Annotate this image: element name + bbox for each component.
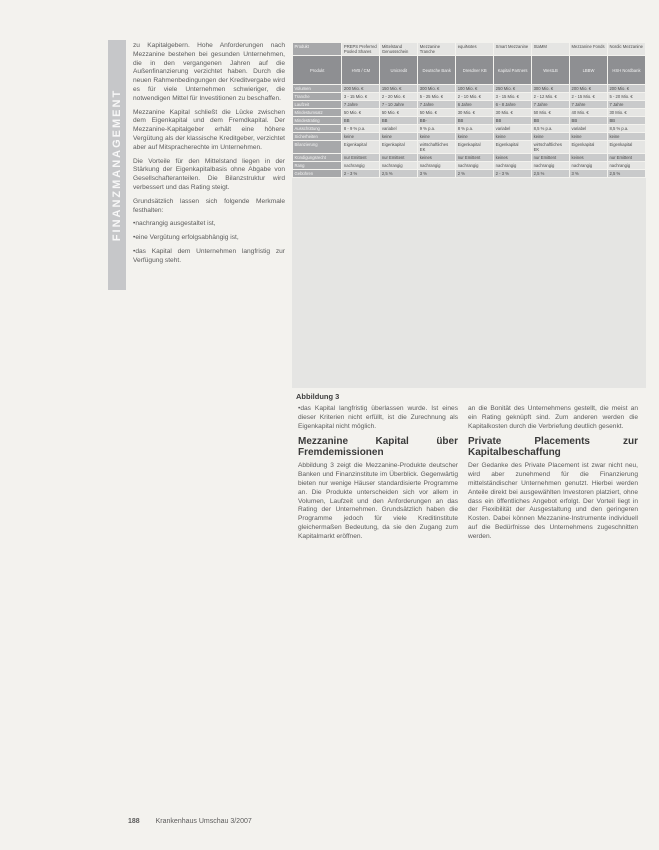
- table-cell: 2 %: [456, 170, 494, 178]
- table-cell: 7 Jahre: [532, 101, 570, 109]
- section-tab: [108, 40, 126, 290]
- table-cell: variabel: [380, 125, 418, 133]
- table-row: [293, 154, 646, 162]
- table-cell: 2 - 12 Mio. €: [532, 93, 570, 101]
- table-cell: 7 Jahre: [570, 101, 608, 109]
- table-cell: 7 Jahre: [418, 101, 456, 109]
- column-header: Deutsche Bank: [418, 56, 456, 85]
- table-cell: 2 - 3 %: [494, 170, 532, 178]
- table-cell: 100 Mio. €: [456, 85, 494, 93]
- section-heading: Mezzanine Kapital über Fremdemissionen: [298, 436, 458, 459]
- row-header: Gebühren: [293, 170, 342, 178]
- table-cell: 2,5 %: [607, 170, 645, 178]
- table-cell: BB: [456, 117, 494, 125]
- table-cell: nachrangig: [418, 162, 456, 170]
- table-cell: 5 - 20 Mio. €: [607, 93, 645, 101]
- table-cell: 2 - 3 %: [342, 170, 380, 178]
- table-cell: Eigenkapital: [570, 141, 608, 154]
- table-cell: nur Emittent: [532, 154, 570, 162]
- table-cell: BB: [380, 117, 418, 125]
- table-cell: keine: [532, 133, 570, 141]
- table-cell: nur Emittent: [456, 154, 494, 162]
- row-header: Tranche: [293, 93, 342, 101]
- table-cell: 3 %: [570, 170, 608, 178]
- table-cell: 150 Mio. €: [380, 85, 418, 93]
- table-cell: keines: [494, 154, 532, 162]
- table-cell: 8 - 9 % p.a.: [342, 125, 380, 133]
- table-cell: BB: [494, 117, 532, 125]
- table-cell: 5 - 25 Mio. €: [418, 93, 456, 101]
- table-cell: wirtschaftliches EK: [418, 141, 456, 154]
- table-cell: 30 Mio. €: [607, 109, 645, 117]
- table-cell: keines: [418, 154, 456, 162]
- text-column-3: [468, 405, 638, 810]
- table-body: [293, 85, 646, 178]
- table-cell: 250 Mio. €: [494, 85, 532, 93]
- column-header: WestLB: [532, 56, 570, 85]
- column-header: LBBW: [570, 56, 608, 85]
- table-cell: keine: [607, 133, 645, 141]
- table-cell: 2,5 %: [380, 170, 418, 178]
- paragraph: zu Kapitalgebern. Hohe Anforderungen nach Mezzanine bestehen bei gesunden Unternehmen, die in den vergangenen Jahren auf die Außenfinanzierung verzichtet haben. Durch die neuen Rahmenbedingungen der Kreditvergabe wird es für viele Unternehmen schwieriger, die notwendigen Mittel für Investitionen zu beschaffen.: [133, 42, 285, 102]
- bullet-item: • eine Vergütung erfolgsabhängig ist,: [133, 234, 285, 243]
- table-cell: nur Emittent: [380, 154, 418, 162]
- column-header: Dresdner KB: [456, 56, 494, 85]
- table-cell: 200 Mio. €: [342, 85, 380, 93]
- table-cell: nur Emittent: [342, 154, 380, 162]
- table-cell: 50 Mio. €: [342, 109, 380, 117]
- table-cell: 50 Mio. €: [418, 109, 456, 117]
- table-cell: keine: [570, 133, 608, 141]
- journal-name: Krankenhaus Umschau 3/2007: [155, 818, 252, 825]
- table-row: [293, 162, 646, 170]
- table-header-row: [293, 56, 646, 85]
- table-cell: keine: [456, 133, 494, 141]
- row-header: Mindestrating: [293, 117, 342, 125]
- table-row: [293, 133, 646, 141]
- table-cell: Eigenkapital: [607, 141, 645, 154]
- table-cell: Nordic Mezzanine: [607, 43, 645, 56]
- text-column-2: [298, 405, 458, 810]
- table-cell: 7 Jahre: [607, 101, 645, 109]
- table-cell: 8 % p.a.: [456, 125, 494, 133]
- column-header: HVB / CM: [342, 56, 380, 85]
- table-cell: nachrangig: [456, 162, 494, 170]
- table-cell: Produkt: [293, 43, 342, 56]
- table-cell: 200 Mio. €: [607, 85, 645, 93]
- column-header: Kapital Partners: [494, 56, 532, 85]
- paragraph: Der Gedanke des Private Placement ist zwar nicht neu, wird aber zunehmend für die Finanzierung mittelständischer Unternehmen genutzt. Hierbei werden Anteile direkt bei ausgewählten Investoren platziert, ohne dass ein öffentliches Angebot erfolgt. Der Vorteil liegt in der Flexibilität der Ausgestaltung und den geringeren Kosten. Dabei können Mezzanine-Instrumente individuell auf die Bedürfnisse des Unternehmens zugeschnitten werden.: [468, 462, 638, 540]
- table-row: [293, 125, 646, 133]
- table-cell: nur Emittent: [607, 154, 645, 162]
- table-cell: 200 Mio. €: [570, 85, 608, 93]
- bullet-item: • nachrangig ausgestaltet ist,: [133, 220, 285, 229]
- section-tab-label: FINANZMANAGEMENT: [111, 88, 123, 242]
- row-header: Rang: [293, 162, 342, 170]
- table-row: [293, 93, 646, 101]
- page-number: 188: [128, 818, 140, 825]
- row-header: Kündigungsrecht: [293, 154, 342, 162]
- table-cell: keine: [494, 133, 532, 141]
- paragraph: an die Bonität des Unternehmens gestellt, die meist an ein Rating geknüpft sind. Zum anderen werden die Kapitalkosten durch die Verbriefung deutlich gesenkt.: [468, 405, 638, 430]
- figure-caption: Abbildung 3: [296, 392, 340, 401]
- table-cell: BB: [607, 117, 645, 125]
- text-column-1: [133, 42, 285, 810]
- row-header: Sicherheiten: [293, 133, 342, 141]
- table-cell: Eigenkapital: [456, 141, 494, 154]
- paragraph: Die Vorteile für den Mittelstand liegen in der Stärkung der Eigenkapitalbasis ohne Abgabe von Gesellschafteranteilen. Die Bilanzstruktur wird verbessert und das Rating steigt.: [133, 157, 285, 191]
- table-cell: keine: [418, 133, 456, 141]
- paragraph: • das Kapital langfristig überlassen wurde. Ist eines dieser Kriterien nicht erfüllt, ist die Zurechnung als Eigenkapital nicht möglich.: [298, 405, 458, 431]
- table-row: [293, 109, 646, 117]
- table-row: [293, 85, 646, 93]
- table-cell: Eigenkapital: [342, 141, 380, 154]
- table-cell: Eigenkapital: [494, 141, 532, 154]
- paragraph: Abbildung 3 zeigt die Mezzanine-Produkte deutscher Banken und Finanzinstitute im Überblick. Gegenwärtig bieten nur wenige Häuser standardisierte Programme an. Die Produkte unterscheiden sich vor allem in Volumen, Laufzeit und den Anforderungen an das Rating der Unternehmen. Grundsätzlich haben die Programme jedoch für viele Kreditinstitute gleichermaßen Bedeutung, da sie den Zugang zum Kapitalmarkt eröffnen.: [298, 462, 458, 540]
- table-cell: nachrangig: [380, 162, 418, 170]
- column-header: Produkt: [293, 56, 342, 85]
- table-cell: 7 Jahre: [342, 101, 380, 109]
- row-header: Laufzeit: [293, 101, 342, 109]
- table-cell: 40 Mio. €: [570, 109, 608, 117]
- table-cell: nachrangig: [342, 162, 380, 170]
- table-cell: 3 - 15 Mio. €: [494, 93, 532, 101]
- table-cell: variabel: [494, 125, 532, 133]
- table-cell: StaMM: [532, 43, 570, 56]
- table-cell: Mezzanine Tranche: [418, 43, 456, 56]
- column-header: Unicredit: [380, 56, 418, 85]
- table-cell: keine: [380, 133, 418, 141]
- mezzanine-table: [292, 42, 646, 178]
- comparison-table: [292, 42, 646, 388]
- section-heading: Private Placements zur Kapitalbeschaffung: [468, 436, 638, 459]
- table-cell: BB: [570, 117, 608, 125]
- table-row: [293, 170, 646, 178]
- table-cell: equiNotes: [456, 43, 494, 56]
- table-cell: 8,5 % p.a.: [532, 125, 570, 133]
- table-cell: 6 Jahre: [456, 101, 494, 109]
- table-cell: 2 - 20 Mio. €: [380, 93, 418, 101]
- table-cell: 3 %: [418, 170, 456, 178]
- table-cell: wirtschaftliches EK: [532, 141, 570, 154]
- table-top-row: [293, 43, 646, 56]
- table-cell: Eigenkapital: [380, 141, 418, 154]
- table-cell: Mezzanine Fonds: [570, 43, 608, 56]
- paragraph: Mezzanine Kapital schließt die Lücke zwischen dem Eigenkapital und dem Fremdkapital. Der Mezzanine-Kapitalgeber erhält eine höhere Vergütung als der klassische Kreditgeber, verzichtet aber auf Mitspracherechte im Unternehmen.: [133, 108, 285, 151]
- table-cell: 3 - 15 Mio. €: [342, 93, 380, 101]
- table-cell: 50 Mio. €: [380, 109, 418, 117]
- bullet-item: • das Kapital dem Unternehmen langfristig zur Verfügung steht.: [133, 248, 285, 266]
- table-cell: nachrangig: [532, 162, 570, 170]
- table-cell: 8,5 % p.a.: [607, 125, 645, 133]
- page-footer: [128, 818, 252, 825]
- table-cell: 2,5 %: [532, 170, 570, 178]
- table-row: [293, 117, 646, 125]
- column-header: HSH Nordbank: [607, 56, 645, 85]
- table-row: [293, 141, 646, 154]
- table-cell: nachrangig: [494, 162, 532, 170]
- table-cell: keine: [342, 133, 380, 141]
- table-cell: 50 Mio. €: [532, 109, 570, 117]
- table-cell: 6 - 8 Jahre: [494, 101, 532, 109]
- table-cell: BB-: [418, 117, 456, 125]
- table-cell: Smart Mezzanine: [494, 43, 532, 56]
- row-header: Ausschüttung: [293, 125, 342, 133]
- table-cell: PREPS Preferred Pooled Shares: [342, 43, 380, 56]
- table-cell: nachrangig: [607, 162, 645, 170]
- paragraph: Grundsätzlich lassen sich folgende Merkmale festhalten:: [133, 197, 285, 214]
- table-cell: BB: [342, 117, 380, 125]
- table-cell: 2 - 15 Mio. €: [570, 93, 608, 101]
- table-cell: BB: [532, 117, 570, 125]
- table-cell: nachrangig: [570, 162, 608, 170]
- table-cell: 9 % p.a.: [418, 125, 456, 133]
- table-cell: 30 Mio. €: [456, 109, 494, 117]
- table-cell: 30 Mio. €: [494, 109, 532, 117]
- row-header: Volumen: [293, 85, 342, 93]
- table-cell: keines: [570, 154, 608, 162]
- row-header: Mindestumsatz: [293, 109, 342, 117]
- table-cell: 2 - 10 Mio. €: [456, 93, 494, 101]
- table-cell: variabel: [570, 125, 608, 133]
- table-cell: 300 Mio. €: [532, 85, 570, 93]
- table-cell: 300 Mio. €: [418, 85, 456, 93]
- table-cell: 7 - 10 Jahre: [380, 101, 418, 109]
- table-row: [293, 101, 646, 109]
- row-header: Bilanzierung: [293, 141, 342, 154]
- table-cell: Mittelstand Genussschein: [380, 43, 418, 56]
